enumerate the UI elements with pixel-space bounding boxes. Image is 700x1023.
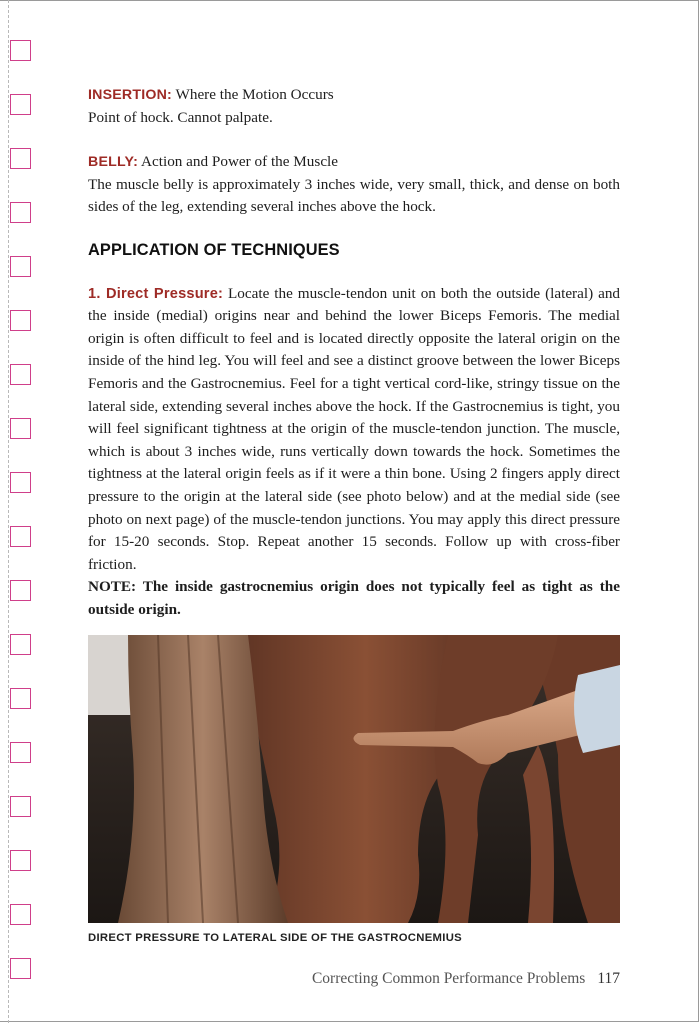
- checkbox[interactable]: [10, 688, 31, 709]
- insertion-text: Point of hock. Cannot palpate.: [88, 108, 273, 126]
- footer-title: Correcting Common Performance Problems: [311, 970, 586, 987]
- checkbox[interactable]: [10, 310, 31, 331]
- checkbox[interactable]: [10, 958, 31, 979]
- insertion-subtitle: Where the Motion Occurs: [175, 86, 334, 103]
- checkbox[interactable]: [10, 202, 31, 223]
- belly-heading: [88, 151, 620, 174]
- main-text: [88, 84, 620, 621]
- checkbox[interactable]: [10, 40, 31, 61]
- checkbox[interactable]: [10, 904, 31, 925]
- checkbox[interactable]: [10, 580, 31, 601]
- technique-label: 1. Direct Pressure:: [88, 285, 224, 302]
- checkbox[interactable]: [10, 742, 31, 763]
- insertion-label: INSERTION:: [88, 87, 172, 103]
- checkbox[interactable]: [10, 472, 31, 493]
- checkbox[interactable]: [10, 148, 31, 169]
- horse-leg-photo: [88, 635, 620, 923]
- belly-text: The muscle belly is approximately 3 inches wide, very small, thick, and dense on both sides of the leg, extending several inches above the hock.: [88, 175, 620, 216]
- page-footer: [312, 970, 620, 988]
- technique-paragraph: [88, 283, 620, 577]
- checkbox[interactable]: [10, 256, 31, 277]
- section-heading: APPLICATION OF TECHNIQUES: [88, 240, 340, 259]
- belly-label: BELLY:: [88, 154, 139, 171]
- photo-illustration: [88, 635, 620, 923]
- binding-edge: [0, 0, 9, 1023]
- checkbox[interactable]: [10, 94, 31, 115]
- checkbox[interactable]: [10, 850, 31, 871]
- checkbox[interactable]: [10, 418, 31, 439]
- belly-subtitle: Action and Power of the Muscle: [141, 153, 339, 171]
- checkbox[interactable]: [10, 364, 31, 385]
- technique-note: NOTE: The inside gastrocnemius origin does not typically feel as tight as the outside origin.: [88, 578, 620, 618]
- checkbox[interactable]: [10, 796, 31, 817]
- technique-text: Locate the muscle-tendon unit on both the outside (lateral) and the inside (medial) origins near and behind the lower Biceps Femoris. The medial origin is often difficult to feel and is located directly opposite the lateral origin on the inside of the hind leg. You will feel and see a distinct groove between the lower Biceps Femoris and the Gastrocnemius. Feel for a tight vertical cord-like, stringy tissue on the lateral side, extending several inches above the hock. If the Gastrocnemius is tight, you will feel significant tightness at the origin of the muscle-tendon junction. The muscle, which is about 3 inches wide, runs vertically down towards the hock. Sometimes the tightness at the lateral origin feels as if it were a thin bone. Using 2 fingers apply direct pressure to the origin at the lateral side (see photo below) and at the medial side (see photo on next page) of the muscle-tendon junctions. You may apply this direct pressure for 15-20 seconds. Stop. Repeat another 15 seconds. Follow up with cross-fiber friction.: [88, 284, 621, 573]
- checkbox[interactable]: [10, 526, 31, 547]
- photo-caption: DIRECT PRESSURE TO LATERAL SIDE OF THE GASTROCNEMIUS: [88, 932, 462, 944]
- page-number: 117: [597, 970, 620, 987]
- insertion-heading: [88, 84, 620, 107]
- checkbox[interactable]: [10, 634, 31, 655]
